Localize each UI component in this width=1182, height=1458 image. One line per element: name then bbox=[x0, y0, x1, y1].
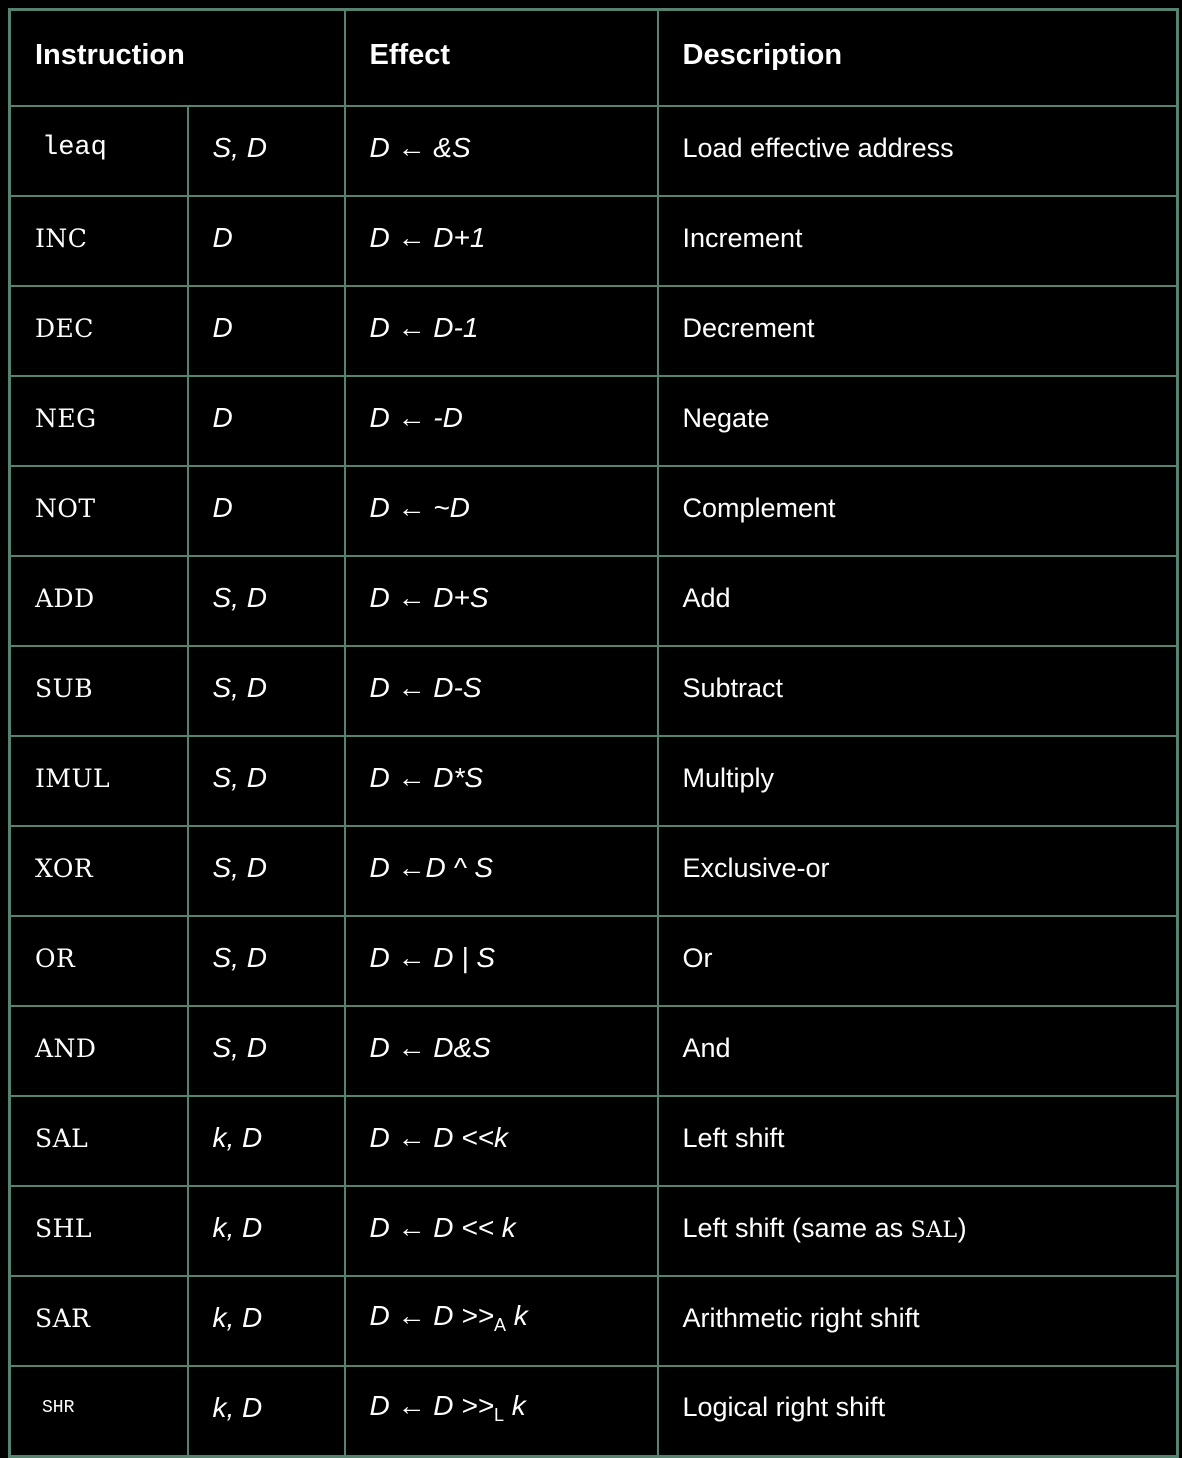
description-cell: Subtract bbox=[658, 646, 1178, 736]
text-segment: D ← D >> bbox=[369, 1389, 494, 1421]
table-row bbox=[10, 286, 1178, 376]
operands-cell: k, D bbox=[188, 1186, 345, 1276]
mnemonic-cell: leaq bbox=[10, 106, 188, 196]
effect-cell: D ← &S bbox=[345, 106, 658, 196]
text-segment: Left shift (same as bbox=[682, 1212, 911, 1243]
description-cell: Multiply bbox=[658, 736, 1178, 826]
description-cell: Left shift bbox=[658, 1096, 1178, 1186]
text-segment: k bbox=[504, 1389, 526, 1421]
table-row bbox=[10, 556, 1178, 646]
mnemonic-cell: NOT bbox=[10, 466, 188, 556]
instruction-table bbox=[8, 8, 1179, 1458]
header-description: Description bbox=[658, 10, 1178, 107]
effect-cell: D ← D&S bbox=[345, 1006, 658, 1096]
effect-cell: D ← D << k bbox=[345, 1186, 658, 1276]
description-cell: Increment bbox=[658, 196, 1178, 286]
operands-cell: D bbox=[188, 286, 345, 376]
description-cell: Or bbox=[658, 916, 1178, 1006]
description-cell bbox=[658, 1186, 1178, 1276]
description-cell: Arithmetic right shift bbox=[658, 1276, 1178, 1366]
text-segment: D ← D >> bbox=[369, 1300, 494, 1331]
table-row bbox=[10, 466, 1178, 556]
description-cell: Complement bbox=[658, 466, 1178, 556]
table-row bbox=[10, 196, 1178, 286]
table-row bbox=[10, 376, 1178, 466]
operands-cell: k, D bbox=[188, 1096, 345, 1186]
operands-cell: S, D bbox=[188, 646, 345, 736]
table-row bbox=[10, 1096, 1178, 1186]
mnemonic-cell: XOR bbox=[10, 826, 188, 916]
operands-cell: S, D bbox=[188, 826, 345, 916]
description-cell: Load effective address bbox=[658, 106, 1178, 196]
description-cell: Decrement bbox=[658, 286, 1178, 376]
effect-cell: D ← ~D bbox=[345, 466, 658, 556]
table-row bbox=[10, 916, 1178, 1006]
table-row bbox=[10, 1276, 1178, 1366]
table-row bbox=[10, 1006, 1178, 1096]
effect-cell: D ← -D bbox=[345, 376, 658, 466]
effect-cell: D ← D | S bbox=[345, 916, 658, 1006]
operands-cell: D bbox=[188, 196, 345, 286]
effect-cell: D ← D+S bbox=[345, 556, 658, 646]
table-row bbox=[10, 736, 1178, 826]
header-effect: Effect bbox=[345, 10, 658, 107]
description-cell: Exclusive-or bbox=[658, 826, 1178, 916]
operands-cell: D bbox=[188, 376, 345, 466]
effect-cell: D ← D-S bbox=[345, 646, 658, 736]
mnemonic-cell: ADD bbox=[10, 556, 188, 646]
effect-cell bbox=[345, 1366, 658, 1456]
table-header-row bbox=[10, 10, 1178, 107]
header-instruction: Instruction bbox=[10, 10, 345, 107]
description-cell: And bbox=[658, 1006, 1178, 1096]
mnemonic-cell: SAL bbox=[10, 1096, 188, 1186]
table-row bbox=[10, 1366, 1178, 1456]
effect-cell: D ← D <<k bbox=[345, 1096, 658, 1186]
mnemonic-cell: NEG bbox=[10, 376, 188, 466]
mnemonic-cell: SHL bbox=[10, 1186, 188, 1276]
table-row bbox=[10, 646, 1178, 736]
smallcaps-text: SAL bbox=[910, 1217, 958, 1243]
operands-cell: S, D bbox=[188, 736, 345, 826]
effect-cell: D ← D+1 bbox=[345, 196, 658, 286]
description-cell: Negate bbox=[658, 376, 1178, 466]
mnemonic-cell: INC bbox=[10, 196, 188, 286]
operands-cell: S, D bbox=[188, 106, 345, 196]
effect-cell: D ← D-1 bbox=[345, 286, 658, 376]
operands-cell: k, D bbox=[188, 1366, 345, 1456]
mnemonic-cell: SHR bbox=[10, 1366, 188, 1456]
mnemonic-cell: AND bbox=[10, 1006, 188, 1096]
operands-cell: k, D bbox=[188, 1276, 345, 1366]
text-segment: ) bbox=[957, 1212, 967, 1243]
effect-cell: D ←D ^ S bbox=[345, 826, 658, 916]
mnemonic-cell: SUB bbox=[10, 646, 188, 736]
effect-cell bbox=[345, 1276, 658, 1366]
table-body bbox=[10, 106, 1178, 1456]
mnemonic-cell: SAR bbox=[10, 1276, 188, 1366]
operands-cell: D bbox=[188, 466, 345, 556]
table-row bbox=[10, 106, 1178, 196]
subscript-text: L bbox=[493, 1404, 504, 1425]
description-cell: Add bbox=[658, 556, 1178, 646]
operands-cell: S, D bbox=[188, 556, 345, 646]
mnemonic-cell: IMUL bbox=[10, 736, 188, 826]
table-row bbox=[10, 826, 1178, 916]
operands-cell: S, D bbox=[188, 1006, 345, 1096]
subscript-text: A bbox=[493, 1315, 506, 1335]
effect-cell: D ← D*S bbox=[345, 736, 658, 826]
mnemonic-cell: DEC bbox=[10, 286, 188, 376]
text-segment: k bbox=[506, 1300, 528, 1331]
table-row bbox=[10, 1186, 1178, 1276]
operands-cell: S, D bbox=[188, 916, 345, 1006]
mnemonic-cell: OR bbox=[10, 916, 188, 1006]
description-cell: Logical right shift bbox=[658, 1366, 1178, 1456]
